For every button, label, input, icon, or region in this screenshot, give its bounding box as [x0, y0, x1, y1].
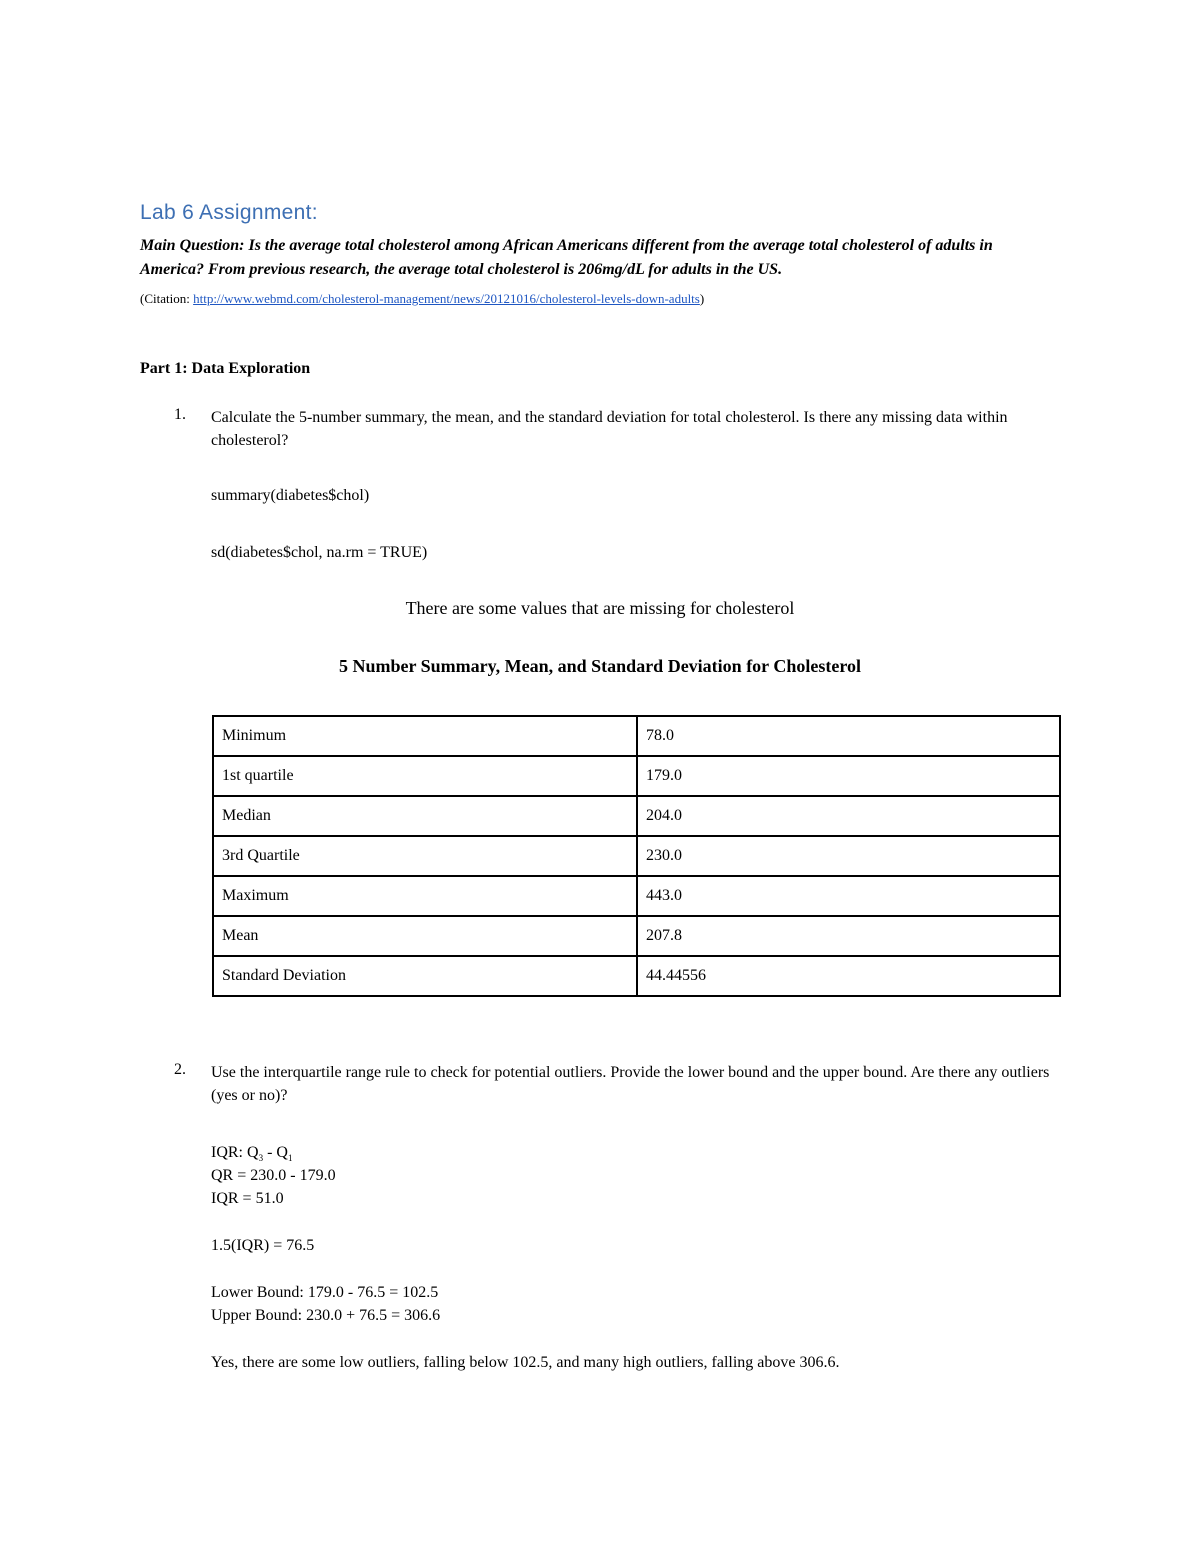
row-value: 443.0 [637, 876, 1060, 916]
iqr-sub-1: 1 [287, 1153, 293, 1164]
row-label: Standard Deviation [213, 956, 637, 996]
main-question: Main Question: Is the average total cholesterol among African Americans different from the average total cholesterol of adults in America? From previous research, the average total cholesterol is 206mg/dL for adults in the US. [140, 237, 993, 278]
citation-suffix: ) [699, 291, 705, 306]
q1-code-sd: sd(diabetes$chol, na.rm = TRUE) [211, 544, 428, 561]
q2-number: 2. [174, 1061, 186, 1078]
q1-text: Calculate the 5-number summary, the mean, and the standard deviation for total cholesterol. Is there any missing data within cholesterol? [211, 409, 1008, 449]
iqr-times: 1.5(IQR) = 76.5 [211, 1237, 315, 1254]
row-value: 179.0 [637, 756, 1060, 796]
summary-table [212, 715, 1061, 997]
iqr-mid: - Q [263, 1144, 288, 1161]
qr-line: QR = 230.0 - 179.0 [211, 1167, 336, 1184]
q1-answer: There are some values that are missing for cholesterol [405, 598, 795, 618]
page-title: Lab 6 Assignment: [140, 201, 318, 224]
table-title: 5 Number Summary, Mean, and Standard Deviation for Cholesterol [338, 656, 862, 676]
row-label: Maximum [213, 876, 637, 916]
citation-prefix: (Citation: [140, 291, 194, 306]
citation [140, 291, 704, 307]
table-row [213, 716, 1060, 756]
row-value: 44.44556 [637, 956, 1060, 996]
row-value: 207.8 [637, 916, 1060, 956]
citation-link[interactable]: http://www.webmd.com/cholesterol-management/news/20121016/cholesterol-levels-down-adults [193, 291, 700, 306]
table-row [213, 876, 1060, 916]
row-label: Mean [213, 916, 637, 956]
iqr-sub-3: 3 [258, 1153, 264, 1164]
q2-answer: Yes, there are some low outliers, falling below 102.5, and many high outliers, falling above 306.6. [211, 1354, 840, 1371]
row-label: Minimum [213, 716, 637, 756]
table-row [213, 796, 1060, 836]
row-label: 1st quartile [213, 756, 637, 796]
table-row [213, 836, 1060, 876]
q2-text: Use the interquartile range rule to check for potential outliers. Provide the lower bound and the upper bound. Are there any outliers (yes or no)? [211, 1064, 1050, 1104]
table-row [213, 756, 1060, 796]
row-value: 230.0 [637, 836, 1060, 876]
iqr-value: IQR = 51.0 [211, 1190, 284, 1207]
row-value: 204.0 [637, 796, 1060, 836]
iqr-label: IQR: Q [211, 1144, 259, 1161]
table-row [213, 956, 1060, 996]
q1-code-summary: summary(diabetes$chol) [211, 487, 370, 504]
part1-heading: Part 1: Data Exploration [140, 360, 311, 377]
row-value: 78.0 [637, 716, 1060, 756]
q1-number: 1. [174, 406, 186, 423]
lower-bound: Lower Bound: 179.0 - 76.5 = 102.5 [211, 1284, 439, 1301]
row-label: 3rd Quartile [213, 836, 637, 876]
row-label: Median [213, 796, 637, 836]
table-row [213, 916, 1060, 956]
upper-bound: Upper Bound: 230.0 + 76.5 = 306.6 [211, 1307, 441, 1324]
